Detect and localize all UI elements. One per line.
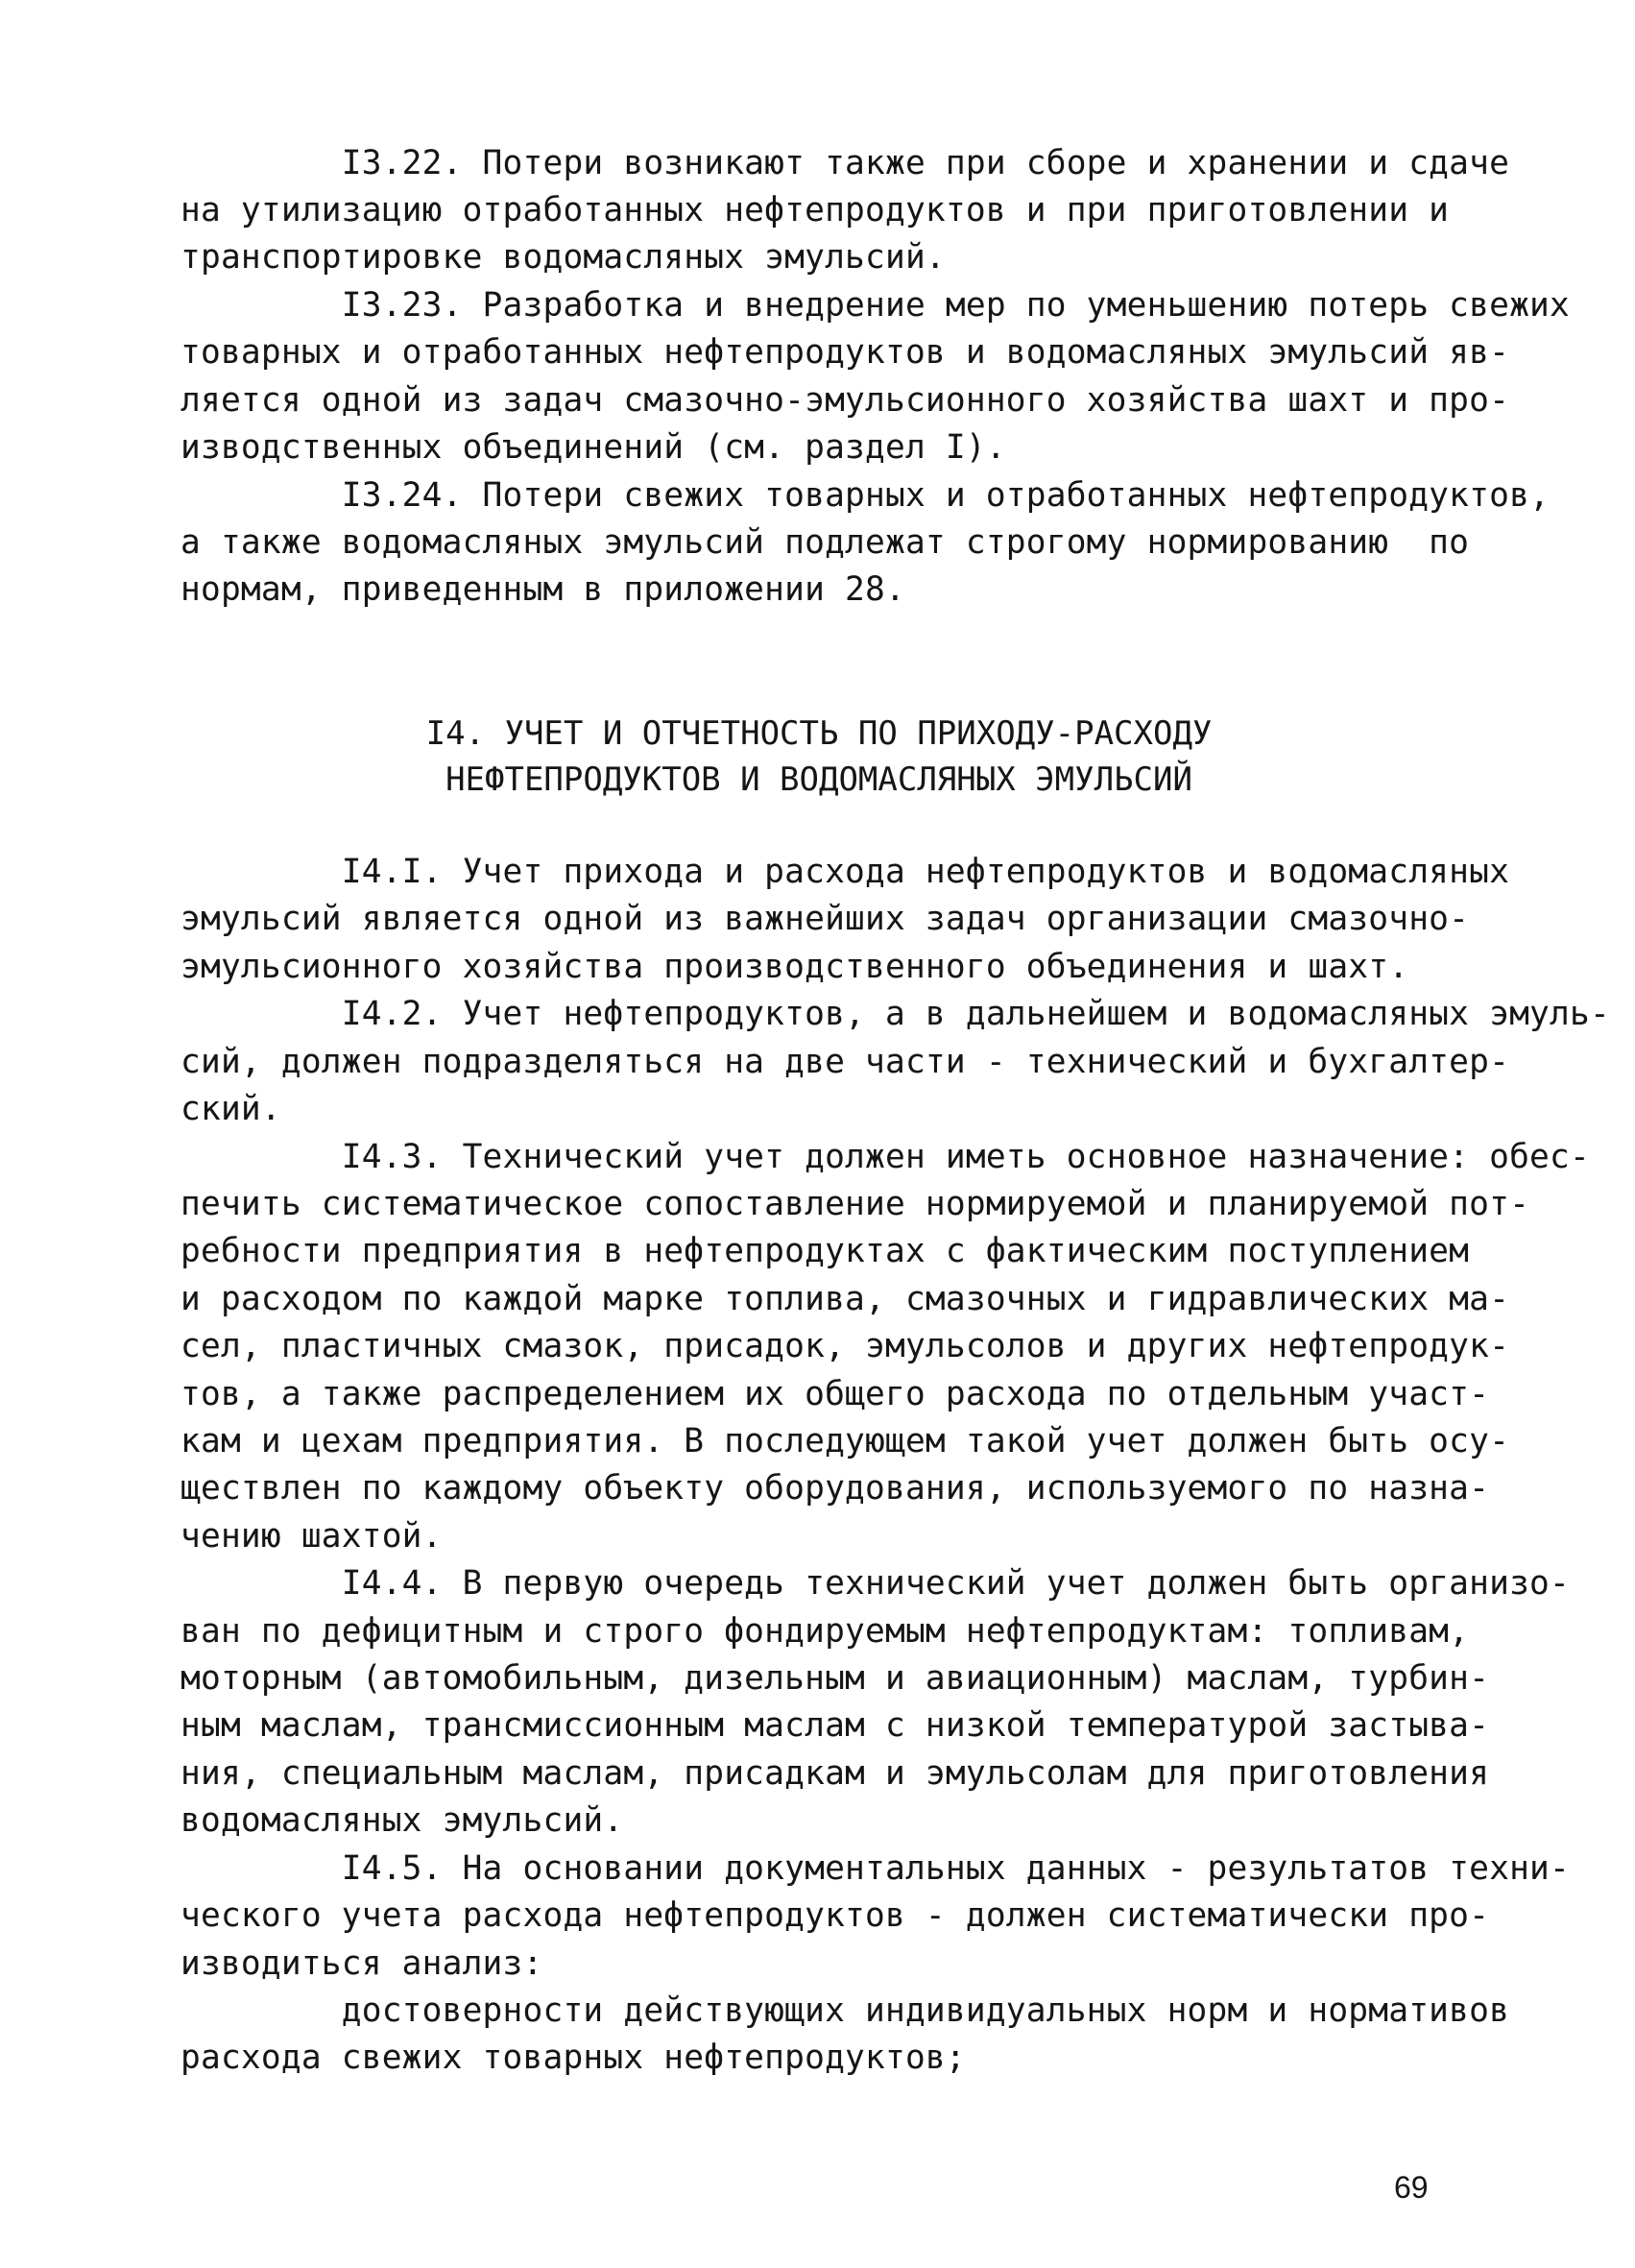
text-line: сий, должен подразделяться на две части - технический и бухгалтер-: [180, 1043, 1510, 1081]
text-line: тов, а также распределением их общего расхода по отдельным участ-: [180, 1375, 1490, 1413]
text-line: сел, пластичных смазок, присадок, эмульсолов и других нефтепродук-: [180, 1327, 1510, 1365]
text-line: нормам, приведенным в приложении 28.: [180, 570, 905, 609]
text-line: достоверности действующих индивидуальных норм и нормативов: [180, 1991, 1510, 2030]
text-line: печить систематическое сопоставление нормируемой и планируемой пот-: [180, 1185, 1530, 1223]
text-line: ческого учета расхода нефтепродуктов - должен систематически про-: [180, 1896, 1490, 1935]
text-line: и расходом по каждой марке топлива, смазочных и гидравлических ма-: [180, 1280, 1510, 1318]
text-line: I4.5. На основании документальных данных - результатов техни-: [180, 1849, 1570, 1888]
text-line: чению шахтой.: [180, 1517, 443, 1556]
text-line: I3.22. Потери возникают также при сборе и хранении и сдаче: [180, 144, 1510, 182]
text-line: ребности предприятия в нефтепродуктах с фактическим поступлением: [180, 1232, 1470, 1270]
text-line: I4.I. Учет прихода и расхода нефтепродуктов и водомасляных: [180, 853, 1510, 891]
text-line: эмульсий является одной из важнейших задач организации смазочно-: [180, 900, 1470, 938]
text-line: I4.3. Технический учет должен иметь основное назначение: обес-: [180, 1138, 1590, 1176]
text-line: ляется одной из задач смазочно-эмульсионного хозяйства шахт и про-: [180, 381, 1510, 420]
text-line: изводственных объединений (см. раздел I).: [180, 428, 1006, 467]
section-heading-line: НЕФТЕПРОДУКТОВ И ВОДОМАСЛЯНЫХ ЭМУЛЬСИЙ: [445, 760, 1192, 799]
text-line: ский.: [180, 1090, 281, 1128]
page-number: 69: [1394, 2170, 1429, 2205]
text-line: а также водомасляных эмульсий подлежат строгому нормированию по: [180, 523, 1470, 562]
text-line: I3.24. Потери свежих товарных и отработанных нефтепродуктов,: [180, 476, 1551, 515]
text-line: ван по дефицитным и строго фондируемым нефтепродуктам: топливам,: [180, 1612, 1470, 1651]
text-line: моторным (автомобильным, дизельным и авиационным) маслам, турбин-: [180, 1659, 1490, 1698]
text-line: расхода свежих товарных нефтепродуктов;: [180, 2039, 966, 2077]
text-line: эмульсионного хозяйства производственного объединения и шахт.: [180, 948, 1409, 986]
text-line: I3.23. Разработка и внедрение мер по уменьшению потерь свежих: [180, 286, 1570, 325]
text-line: изводиться анализ:: [180, 1944, 543, 1983]
text-line: I4.4. В первую очередь технический учет должен быть организо-: [180, 1564, 1570, 1603]
text-line: ния, специальным маслам, присадкам и эмульсолам для приготовления: [180, 1754, 1490, 1793]
text-line: I4.2. Учет нефтепродуктов, а в дальнейшем и водомасляных эмуль-: [180, 995, 1610, 1033]
text-line: кам и цехам предприятия. В последующем такой учет должен быть осу-: [180, 1422, 1510, 1460]
text-line: ществлен по каждому объекту оборудования, используемого по назна-: [180, 1469, 1490, 1508]
text-line: на утилизацию отработанных нефтепродуктов и при приготовлении и: [180, 191, 1450, 229]
section-heading-line: I4. УЧЕТ И ОТЧЕТНОСТЬ ПО ПРИХОДУ-РАСХОДУ: [425, 714, 1213, 753]
text-line: ным маслам, трансмиссионным маслам с низкой температурой застыва-: [180, 1706, 1490, 1745]
text-line: транспортировке водомасляных эмульсий.: [180, 238, 946, 277]
text-line: товарных и отработанных нефтепродуктов и водомасляных эмульсий яв-: [180, 333, 1510, 372]
text-line: водомасляных эмульсий.: [180, 1801, 624, 1840]
